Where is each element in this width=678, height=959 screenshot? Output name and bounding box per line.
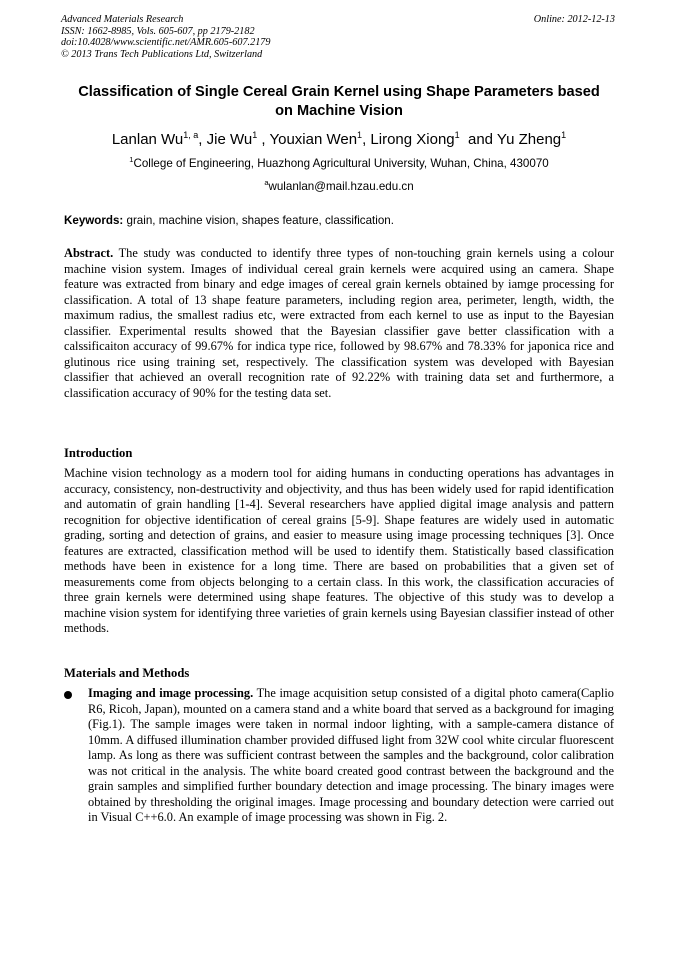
abstract-text: The study was conducted to identify three types of non-touching grain kernels using a colour machine vision system. Images of individual cereal grain kernels were acquired using an camera. Shape feature was extracted from binary and edge images of cereal grain kernels obtained by iamge processing for classification. A total of 13 shape feature parameters, including region area, perimeter, length, width, the maximum radius, the smallest radius etc, were extracted from each kernel to use as input to the Bayesian classifier. Experimental results showed that the Bayesian classifier gave better classification with a calssificaiton accuracy of 99.67% for indica type rice, followed by 98.67% and 78.33% for japonica rice and glutinous rice using training set, respectively. The classification system was developed with Bayesian classifier that achieved an overall recognition rate of 92.22% with training data set and furthermore, a classification accuracy of 90% for the testing data set. xyxy=(64,246,614,400)
author-name: Jie Wu xyxy=(206,131,253,148)
author-list xyxy=(40,130,638,150)
bullet-icon xyxy=(64,691,72,699)
abstract xyxy=(64,246,614,401)
email-address: wulanlan@mail.hzau.edu.cn xyxy=(268,180,414,193)
online-date: Online: 2012-12-13 xyxy=(533,14,615,25)
affiliation-text: College of Engineering, Huazhong Agricultural University, Wuhan, China, 430070 xyxy=(133,157,549,170)
issn-line: ISSN: 1662-8985, Vols. 605-607, pp 2179-2182 xyxy=(61,25,255,37)
author-email xyxy=(40,179,638,194)
journal-name: Advanced Materials Research xyxy=(61,14,184,25)
doi-line: doi:10.4028/www.scientific.net/AMR.605-607.2179 xyxy=(61,37,271,49)
author-separator: , xyxy=(362,131,371,148)
author-name: Lirong Xiong xyxy=(370,131,455,148)
methods-bullet xyxy=(88,686,614,826)
journal-header xyxy=(61,14,461,60)
author-superscript: 1, a xyxy=(183,130,199,140)
author-superscript: 1 xyxy=(454,130,460,140)
affiliation-superscript: 1 xyxy=(129,155,134,164)
author-separator: , xyxy=(198,131,207,148)
copyright-line: © 2013 Trans Tech Publications Ltd, Switzerland xyxy=(61,48,263,60)
author-name: Lanlan Wu xyxy=(111,131,184,148)
paper-title: Classification of Single Cereal Grain Kernel using Shape Parameters based on Machine Vision xyxy=(78,84,600,119)
author-superscript: 1 xyxy=(357,130,363,140)
keywords-text: grain, machine vision, shapes feature, classification. xyxy=(123,214,394,227)
bullet-label: Imaging and image processing. xyxy=(88,686,254,700)
author-superscript: 1 xyxy=(561,130,567,140)
author-superscript: 1 xyxy=(252,130,258,140)
author-separator: , xyxy=(257,131,270,148)
introduction-text: Machine vision technology as a modern tool for aiding humans in conducting operations has advantages in accuracy, consistency, non-destructivity and objectivity, and thus has been widely used for rapid identification and automatin of grain handling [1-4]. Several researchers have applied digital image analysis and pattern recognition for objective identification of cereal grains [5-9]. Shape features are widely used in automatic grading, sorting and detection of grains, and easier to measure using image processing techniques [3]. Once features are extracted, classification method will be used to identify them. Statistically based classification methods have been in existence for a long time. There are based on probabilities that a given set of measurements come from objects belonging to a certain class. In this work, the classification accuracies of three grain kernels were determined using shape features. The objective of this study was to develop a machine vision system for identifying three varieties of grain kernels using Bayesian classifier instead of other methods. xyxy=(64,466,614,635)
keywords-label: Keywords: xyxy=(64,214,124,227)
email-superscript: a xyxy=(264,178,269,187)
abstract-label: Abstract. xyxy=(64,246,114,260)
author-name: Yu Zheng xyxy=(496,131,562,148)
author-name: Youxian Wen xyxy=(269,131,358,148)
keywords xyxy=(64,213,616,228)
methods-heading: Materials and Methods xyxy=(64,666,190,680)
affiliation xyxy=(40,156,638,171)
introduction-heading: Introduction xyxy=(64,446,133,460)
author-separator: and xyxy=(459,131,497,148)
bullet-text: The image acquisition setup consisted of a digital photo camera(Caplio R6, Ricoh, Japan), mounted on a camera stand and a white board that served as a background for imaging (Fig.1). The sample images were taken in normal indoor lighting, with a sample-camera distance of 10mm. A diffused illumination chamber provided diffused light from 32W cool white circular fluorescent lamp. As long as there was sufficient contrast between the samples and the background, color calibration was not critical in the analysis. The white board created good contrast between the background and the grain samples and simplified further boundary detection and image processing. The binary images were obtained by thresholding the original images. Image processing and boundary detection were carried out in Visual C++6.0. An example of image processing was shown in Fig. 2. xyxy=(88,686,614,824)
